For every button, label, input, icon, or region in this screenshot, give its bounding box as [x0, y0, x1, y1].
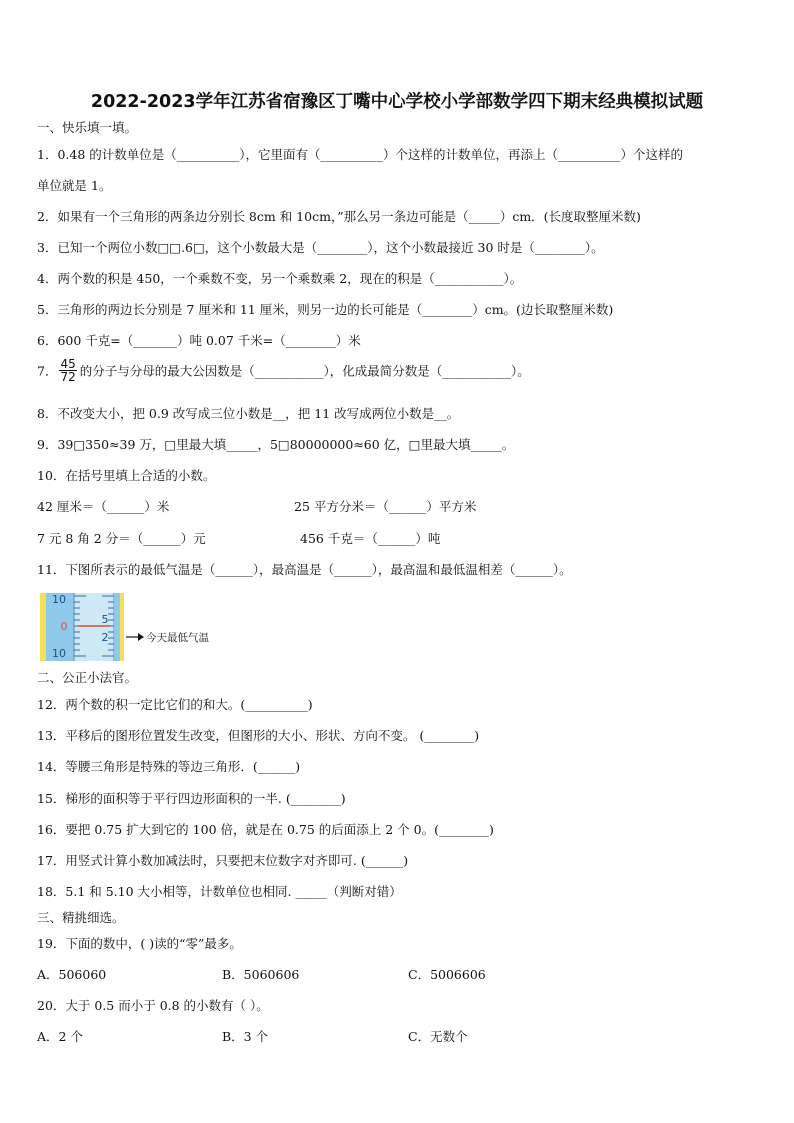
question-19-option-c: C．5006606 — [408, 967, 486, 982]
question-19-option-a: A．506060 — [37, 967, 107, 982]
question-10-item-1: 42 厘米＝（______）米 — [37, 499, 170, 514]
question-18: 18．5.1 和 5.10 大小相等，计数单位也相同. _____（判断对错） — [37, 884, 402, 899]
fraction-45-72 — [59, 358, 76, 383]
question-2: 2．如果有一个三角形的两条边分别长 8cm 和 10cm，”那么另一条边可能是（_____）cm．(长度取整厘米数) — [37, 209, 641, 224]
thermo-label-left-top: 10 — [52, 593, 66, 606]
question-20-option-c: C．无数个 — [408, 1029, 468, 1044]
question-19: 19．下面的数中，( )读的“零”最多。 — [37, 936, 242, 951]
question-16: 16．要把 0.75 扩大到它的 100 倍，就是在 0.75 的后面添上 2 个 0。(________) — [37, 822, 494, 837]
question-5: 5．三角形的两边长分别是 7 厘米和 11 厘米，则另一边的长可能是（________）cm。(边长取整厘米数) — [37, 302, 614, 317]
question-1-line-1: 1．0.48 的计数单位是（__________），它里面有（__________）个这样的计数单位，再添上（__________）个这样的 — [37, 147, 684, 162]
question-10-item-3: 7 元 8 角 2 分＝（______）元 — [37, 531, 206, 546]
question-19-option-b: B．5060606 — [222, 967, 300, 982]
fraction-numerator: 45 — [60, 357, 76, 371]
question-20: 20．大于 0.5 而小于 0.8 的小数有（ ）。 — [37, 998, 269, 1013]
question-17: 17．用竖式计算小数加减法时，只要把末位数字对齐即可. (______) — [37, 853, 409, 868]
question-20-option-b: B．3 个 — [222, 1029, 269, 1044]
page-title: 2022-2023学年江苏省宿豫区丁嘴中心学校小学部数学四下期末经典模拟试题 — [90, 92, 704, 112]
thermo-label-left-bottom: 10 — [52, 647, 66, 660]
question-13: 13．平移后的图形位置发生改变，但图形的大小、形状、方向不变。 (________) — [37, 728, 480, 743]
question-15: 15．梯形的面积等于平行四边形面积的一半. (________) — [37, 791, 346, 806]
question-10-item-2: 25 平方分米＝（______）平方米 — [294, 499, 477, 514]
thermo-label-right-low: 2 — [101, 631, 109, 644]
arrow-right-icon — [138, 633, 144, 641]
question-3: 3．已知一个两位小数□□.6□，这个小数最大是（________），这个小数最接近 30 时是（________）。 — [37, 240, 604, 255]
thermo-right-blue-band — [114, 593, 120, 661]
thermo-label-right-high: 5 — [101, 613, 109, 626]
question-7 — [37, 358, 530, 383]
question-4: 4．两个数的积是 450，一个乘数不变，另一个乘数乘 2，现在的积是（___________）。 — [37, 271, 523, 286]
question-6: 6．600 千克=（_______）吨 0.07 千米=（________）米 — [37, 333, 361, 348]
thermo-scale — [74, 593, 114, 661]
question-12: 12．两个数的积一定比它们的和大。(__________) — [37, 697, 313, 712]
question-7-text: 的分子与分母的最大公因数是（___________），化成最简分数是（___________）。 — [79, 363, 530, 379]
question-8: 8．不改变大小，把 0.9 改写成三位小数是__，把 11 改写成两位小数是__。 — [37, 406, 460, 421]
thermo-left-yellow-band — [40, 593, 46, 661]
question-10: 10．在括号里填上合适的小数。 — [37, 468, 216, 483]
question-14: 14．等腰三角形是特殊的等边三角形．(______) — [37, 759, 301, 774]
question-9: 9．39□350≈39 万，□里最大填_____，5□80000000≈60 亿，□里最大填_____。 — [37, 437, 515, 452]
thermo-caption: 今天最低气温 — [146, 632, 209, 644]
thermo-label-left-zero: 0 — [60, 620, 68, 633]
question-1-line-2: 单位就是 1。 — [37, 178, 112, 193]
section-heading-2: 二、公正小法官。 — [37, 670, 138, 685]
question-7-number: 7． — [37, 363, 58, 379]
fraction-denominator: 72 — [60, 370, 76, 384]
question-11: 11．下图所表示的最低气温是（______），最高温是（______），最高温和最低温相差（______）。 — [37, 562, 572, 577]
question-20-option-a: A．2 个 — [37, 1029, 83, 1044]
section-heading-1: 一、快乐填一填。 — [37, 120, 138, 135]
thermo-right-yellow-band — [120, 593, 124, 661]
section-heading-3: 三、精挑细选。 — [37, 910, 125, 925]
question-10-item-4: 456 千克＝（______）吨 — [300, 531, 441, 546]
thermometer-figure — [40, 593, 209, 661]
